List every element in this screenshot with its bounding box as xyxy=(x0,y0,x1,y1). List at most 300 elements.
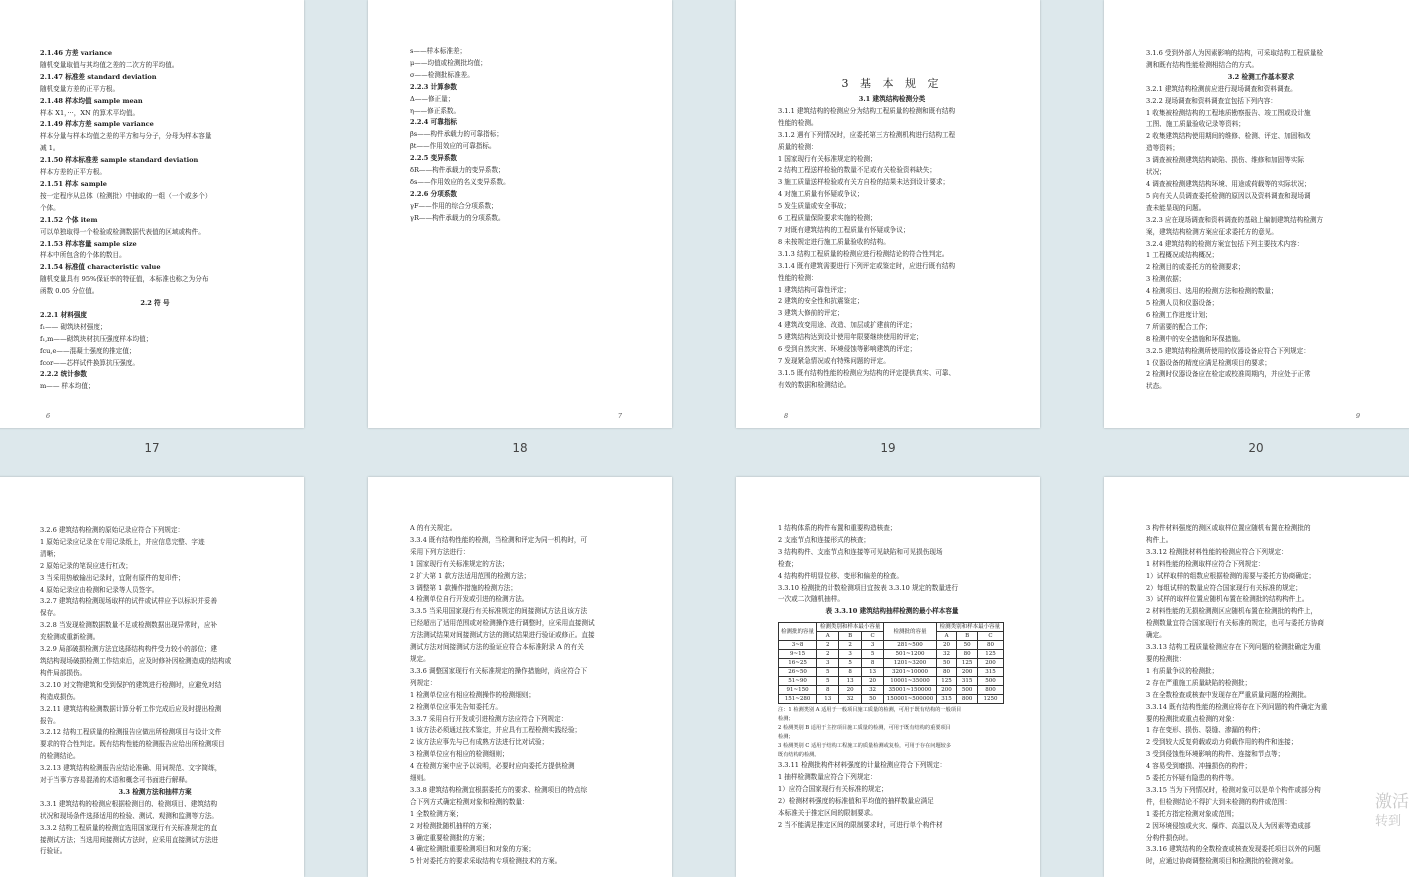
text-line: 6 受到自然灾害、环境侵蚀等影响建筑的评定； xyxy=(778,345,917,354)
text-line: 2 原始记录的笔误应进行杠改； xyxy=(40,561,133,570)
text-line: 2 检测时仪器设备应在检定或校准周期内，并应处于正常 xyxy=(1146,370,1311,379)
text-line: 7 对既有建筑结构的工程质量有怀疑或争议； xyxy=(778,225,910,234)
table-cell: 3 xyxy=(839,650,861,659)
table-cell: 151~280 xyxy=(779,695,817,704)
table-cell: 500 xyxy=(977,677,1003,686)
text-line: 4 结构构件明显位移、变形和偏差的检查。 xyxy=(778,571,903,580)
table-cell: 91~150 xyxy=(779,686,817,695)
text-line: 4 建筑改变用途、改造、加层或扩建前的评定； xyxy=(778,321,917,330)
text-line: 3.2.11 建筑结构检测数据计算分析工作完成后应及时提出检测 xyxy=(40,704,222,713)
text-line: μ——均值或检测批均值； xyxy=(410,58,487,67)
text-line: 状况； xyxy=(1146,168,1166,177)
text-line: 3.3.13 结构工程质量检测应存在下列问题的检测批确定为重 xyxy=(1146,643,1321,652)
chapter-title: 3 基 本 规 定 xyxy=(841,77,943,90)
text-line: 3.1.2 遇有下列情况时，应委托第三方检测机构进行结构工程 xyxy=(778,130,956,139)
text-line: 检测数量宜符合国家现行有关标准的规定，也可与委托方协商 xyxy=(1146,619,1325,628)
table-cell: 9~15 xyxy=(779,650,817,659)
text-line: 3.1.5 既有结构性能的检测应为结构的评定提供真实、可靠、 xyxy=(778,368,956,377)
text-line: 已经超出了适用范围或对检测操作进行调整时，应采用直接测试 xyxy=(410,619,595,628)
text-line: 3 调查被检测建筑结构缺陷、损伤、维修和加固等实际 xyxy=(1146,156,1304,165)
text-line: 5 委托方怀疑有隐患的构件等。 xyxy=(1146,774,1239,783)
table-note: 注：1 检测类别 A 适用于一般项目施工质量的检测，可用于既有结构的一般项目 xyxy=(778,707,962,714)
text-line: 2.2.5 变异系数 xyxy=(410,154,458,163)
table-cell: 125 xyxy=(936,677,957,686)
table-cell: 35001~150000 xyxy=(884,686,936,695)
text-line: 3.3.1 建筑结构的检测应根据检测目的、检测项目、建筑结构 xyxy=(40,799,218,808)
text-line: βt——作用效应的可靠指标。 xyxy=(410,142,496,151)
text-line: 3.2.13 建筑结构检测报告应结论准确、用词规范、文字简练， xyxy=(40,764,222,773)
text-line: 构造成损伤。 xyxy=(40,692,80,701)
text-line: 行验证。 xyxy=(40,847,67,856)
text-line: 2 建筑的安全性和抗震鉴定； xyxy=(778,297,864,306)
page-text xyxy=(778,74,1006,392)
text-line: 3.2.4 建筑结构的检测方案宜包括下列主要技术内容： xyxy=(1146,239,1304,248)
table-note: 2 检测类别 B 适用于主控项目施工质量的检测，可用于既有结构的重要项目 xyxy=(778,725,951,732)
text-line: 对于当事方容易混淆的术语和概念可书面进行解释。 xyxy=(40,776,192,785)
text-line: 3 当采用热敏输出记录时，宜附有原件的复印件； xyxy=(40,573,185,582)
table-cell: A xyxy=(817,632,839,641)
section-heading: 3.2 检测工作基本要求 xyxy=(1227,72,1295,81)
text-line: 构件上。 xyxy=(1146,535,1173,544)
table-cell: 8 xyxy=(861,659,883,668)
table-cell: 检测类别和样本最小容量 xyxy=(936,623,1003,632)
text-line: 样本方差的正平方根。 xyxy=(40,168,106,177)
text-line: 3 确定重要检测批的方案； xyxy=(410,833,489,842)
table-cell: C xyxy=(861,632,883,641)
text-line: s——样本标准差； xyxy=(410,47,467,55)
text-line: 分构件损伤时。 xyxy=(1146,833,1193,842)
page-thumbnail[interactable] xyxy=(0,477,304,877)
text-line: 3.2.5 建筑结构检测所使用的仪器设备应符合下列规定： xyxy=(1146,346,1310,355)
text-line: 3.3.10 检测批的计数检测项目宜按表 3.3.10 规定的数量进行 xyxy=(778,583,959,592)
table-cell: 32 xyxy=(839,695,861,704)
text-line: 按一定程序从总体（检测批）中抽取的一组（一个或多个） xyxy=(40,191,212,200)
table-cell: 检测批的容量 xyxy=(884,623,936,641)
text-line: 2.2.2 统计参数 xyxy=(40,370,88,379)
text-line: 2.1.47 标准差 standard deviation xyxy=(40,72,157,81)
text-line: 样本 X1，···，XN 的算术平均值。 xyxy=(40,108,140,117)
text-line: 2.1.51 样本 sample xyxy=(40,179,107,188)
text-line: 2.2.3 计算参数 xyxy=(410,82,458,91)
text-line: 3.2.7 建筑结构检测现场取样的试件或试样应予以标识并妥善 xyxy=(40,597,218,606)
text-line: 3.1.6 受到外部人为因素影响的结构，可采取结构工程质量检 xyxy=(1146,49,1324,57)
text-line: 3 检测依据； xyxy=(1146,275,1186,284)
table-cell: 281~500 xyxy=(884,641,936,650)
text-line: 1 检测单位应有相应检测操作的检测细则； xyxy=(410,690,535,699)
text-line: 3 建筑大修前的评定； xyxy=(778,309,844,318)
text-line: 2 受到较大反复荷载或动力荷载作用的构件和连接； xyxy=(1146,738,1298,747)
text-line: 合下列方式确定检测对象和检测的数量： xyxy=(410,797,529,806)
text-line: 质量的检测： xyxy=(778,142,818,151)
text-line: 4 原始记录应由检测和记录等人员签字。 xyxy=(40,585,159,594)
text-line: 一次或二次随机抽样。 xyxy=(778,595,844,604)
text-line: 3.3.14 既有结构性能的检测应将存在下列问题的构件确定为重 xyxy=(1146,702,1328,711)
text-line: 要的检测批： xyxy=(1146,654,1186,663)
text-line: 4 检测项目、选用的检测方法和检测的数量； xyxy=(1146,287,1278,296)
table-cell: 10001~35000 xyxy=(884,677,936,686)
table-cell: 13 xyxy=(839,677,861,686)
text-line: 5 向有关人员调查委托检测的原因以及资料调查和现场调 xyxy=(1146,191,1311,200)
page-text xyxy=(40,525,270,858)
text-line: 造等资料； xyxy=(1146,144,1179,153)
text-line: m—— 样本均值； xyxy=(40,382,95,391)
text-line: 3.2.10 对文物建筑和受到保护的建筑进行检测时，应避免对结 xyxy=(40,680,222,689)
text-line: 2 支座节点和连接形式的核查； xyxy=(778,535,871,544)
page-number: 7 xyxy=(617,412,622,420)
table-row xyxy=(779,668,1004,677)
text-line: η——修正系数。 xyxy=(410,106,461,115)
text-line: 要求的符合性判定。既有结构性能的检测报告应给出所检测项目 xyxy=(40,740,225,749)
table-cell: 16~25 xyxy=(779,659,817,668)
text-line: 4 调查被检测建筑结构环境、用途或荷载等的实际状况； xyxy=(1146,179,1311,188)
text-line: 1 仪器设备的精度应满足检测项目的要求； xyxy=(1146,358,1271,367)
table-cell: 50 xyxy=(957,641,978,650)
table-cell: 800 xyxy=(977,686,1003,695)
text-line: 4 确定检测批重要检测项目和对象的方案； xyxy=(410,845,535,854)
table-note: 3 检测类别 C 适用于结构工程施工的质量检测或复检，可用于存在问题较多 xyxy=(778,743,952,750)
text-line: 2.1.49 样本方差 sample variance xyxy=(40,120,154,129)
text-line: 个体。 xyxy=(40,203,60,212)
page-text xyxy=(410,523,638,868)
text-line: σ——检测批标准差。 xyxy=(410,70,474,79)
table-cell: 13 xyxy=(861,668,883,677)
text-line: 随机变量具有 95%保证率的特征值，本标准也称之为分布 xyxy=(40,275,209,284)
text-line: 2.2.6 分项系数 xyxy=(410,189,458,198)
text-line: 样本分量与样本均值之差的平方和与分子，分母为样本容量 xyxy=(40,132,212,141)
text-line: 2.1.52 个体 item xyxy=(40,215,98,224)
text-line: 4 在检测方案中应予以说明，必要时应向委托方提供检测 xyxy=(410,762,575,771)
text-line: 1 国家现行有关标准规定的方法； xyxy=(410,559,509,568)
page-text xyxy=(778,523,1006,832)
table-cell: 1201~3200 xyxy=(884,659,936,668)
text-line: 2 存在严重施工质量缺陷的检测批； xyxy=(1146,678,1252,687)
text-line: 方法测试结果对间接测试方法的测试结果进行验证或修正。直接 xyxy=(410,631,595,640)
table-cell: 315 xyxy=(957,677,978,686)
text-line: 3 构件材料强度的测区或取样位置应随机布置在检测批的 xyxy=(1146,524,1311,532)
table-cell: 800 xyxy=(957,695,978,704)
table-cell: 80 xyxy=(977,641,1003,650)
text-line: 2 收集建筑结构使用期间的维修、检测、评定、加固和改 xyxy=(1146,132,1311,141)
table-cell: 50 xyxy=(861,695,883,704)
text-line: 7 所需要的配合工作； xyxy=(1146,322,1212,331)
table-cell: 315 xyxy=(977,668,1003,677)
text-line: 4 对施工质量有怀疑或争议； xyxy=(778,190,864,199)
text-line: 报告。 xyxy=(40,716,60,725)
page-text xyxy=(1146,48,1376,393)
text-line: 3.2.12 结构工程质量的检测报告应做出所检测项目与设计文件 xyxy=(40,728,222,737)
page-thumbnail[interactable] xyxy=(736,477,1040,877)
text-line: 3.3.4 既有结构性能的检测，当检测和评定为同一机构时，可 xyxy=(410,535,588,544)
text-line: 3.2.9 局部破损检测方法宜选择结构构件受力较小的部位；建 xyxy=(40,645,218,654)
table-cell: 150001~500000 xyxy=(884,695,936,704)
table-cell: 500 xyxy=(957,686,978,695)
page-thumbnail[interactable] xyxy=(736,0,1040,428)
text-line: 有效的数据和检测结论。 xyxy=(778,380,851,389)
text-line: 3）试样的取样位置应随机布置在检测批的结构构件上。 xyxy=(1146,595,1309,604)
text-line: 1 材料性能的检测取样应符合下列规定： xyxy=(1146,559,1265,568)
text-line: 筑结构现场破损检测工作结束后，应及时修补因检测造成的结构或 xyxy=(40,656,232,665)
table-cell: 2 xyxy=(817,650,839,659)
page-number: 6 xyxy=(46,412,51,420)
sample-size-table xyxy=(778,622,1004,704)
text-line: 4 容易受到磨损、冲撞损伤的构件； xyxy=(1146,762,1252,771)
text-line: 2 材料性能的无损检测测区应随机布置在检测批的构件上， xyxy=(1146,607,1318,616)
text-line: 8 未按规定进行施工质量验收的结构。 xyxy=(778,237,890,246)
table-cell: 20 xyxy=(861,677,883,686)
text-line: 3.3.7 采用自行开发或引进检测方法应符合下列规定： xyxy=(410,714,568,723)
text-line: 1 委托方指定检测对象或范围； xyxy=(1146,809,1239,818)
table-cell: 3 xyxy=(817,659,839,668)
text-line: 2）检测材料强度的标准值和平均值的抽样数量应满足 xyxy=(778,796,934,805)
text-line: 检查； xyxy=(778,559,798,568)
text-line: 3.2.6 建筑结构检测的原始记录应符合下列规定： xyxy=(40,526,185,534)
page-thumbnail[interactable] xyxy=(368,0,672,428)
text-line: 3.1.3 结构工程质量的检测应进行检测结论的符合性判定。 xyxy=(778,249,949,258)
text-line: 2 该方法应事先与已有成熟方法进行比对试验； xyxy=(410,738,549,747)
text-line: 2 扩大第 1 款方法适用范围的检测方法； xyxy=(410,571,531,580)
page-thumbnail[interactable] xyxy=(368,477,672,877)
section-heading: 3.1 建筑结构检测分类 xyxy=(858,95,926,103)
text-line: 3 检测单位应有相应的检测细则； xyxy=(410,750,509,759)
table-cell: C xyxy=(977,632,1003,641)
text-line: 3.3.6 调整国家现行有关标准规定的操作措施时，尚应符合下 xyxy=(410,666,588,675)
table-cell: 80 xyxy=(957,650,978,659)
text-line: 件，但检测结论不得扩大到未检测的构件或范围： xyxy=(1146,797,1292,806)
text-line: f₁—— 砌筑块材强度； xyxy=(40,322,107,331)
text-line: 3 受到侵蚀性环境影响的构件、连接和节点等； xyxy=(1146,750,1285,759)
table-cell: 32 xyxy=(936,650,957,659)
text-line: 2 检测目的或委托方的检测要求； xyxy=(1146,263,1245,272)
text-line: 细则。 xyxy=(410,774,430,783)
text-line: 2.1.54 标准值 characteristic value xyxy=(40,263,161,272)
page-number: 9 xyxy=(1355,412,1360,420)
table-cell: 检测批的容量 xyxy=(779,623,817,641)
thumbnail-label: 20 xyxy=(1248,441,1264,455)
text-line: 3.3.5 当采用国家现行有关标准规定的间接测试方法且该方法 xyxy=(410,607,588,616)
text-line: f₁,m——砌筑块材抗压强度样本均值； xyxy=(40,334,153,343)
page-thumbnail[interactable] xyxy=(1104,0,1409,428)
text-line: 查未能显现的问题。 xyxy=(1146,203,1206,212)
text-line: 工图、施工质量验收记录等资料； xyxy=(1146,120,1245,129)
text-line: 2 检测单位应事先告知委托方。 xyxy=(410,702,503,711)
table-cell: 200 xyxy=(957,668,978,677)
text-line: 规定。 xyxy=(410,654,430,663)
text-line: 的检测结论。 xyxy=(40,752,80,761)
table-cell: 501~1200 xyxy=(884,650,936,659)
text-line: 减 1。 xyxy=(40,144,60,153)
text-line: δR——构件承载力的变异系数； xyxy=(410,166,505,175)
text-line: 采用下列方法进行： xyxy=(410,547,470,556)
text-line: 保存。 xyxy=(40,609,60,618)
text-line: 随机变量方差的正平方根。 xyxy=(40,84,120,93)
text-line: 随机变量取值与其均值之差的二次方的平均值。 xyxy=(40,60,179,69)
table-cell: 200 xyxy=(936,686,957,695)
table-cell: B xyxy=(839,632,861,641)
table-cell: A xyxy=(936,632,957,641)
text-line: 2 当不能满足推定区间的限制要求时，可进行单个构件材 xyxy=(778,820,943,829)
text-line: A 的有关规定。 xyxy=(410,524,457,532)
text-line: 性能的检测。 xyxy=(778,118,818,127)
table-cell: 315 xyxy=(936,695,957,704)
text-line: 2 对检测批随机抽样的方案； xyxy=(410,821,496,830)
table-cell: 5 xyxy=(839,659,861,668)
text-line: 6 检测工作进度计划； xyxy=(1146,310,1212,319)
table-note: 既有结构的检测。 xyxy=(778,752,820,759)
text-line: 2.1.50 样本标准差 sample standard deviation xyxy=(40,156,199,165)
table-cell: 3~8 xyxy=(779,641,817,650)
table-cell: 200 xyxy=(977,659,1003,668)
text-line: 2 结构工程送样检验的数量不足或有关检验资料缺失； xyxy=(778,166,936,175)
text-line: 1 建筑结构可靠性评定； xyxy=(778,285,851,294)
table-row xyxy=(779,686,1004,695)
table-cell: 26~50 xyxy=(779,668,817,677)
table-cell: B xyxy=(957,632,978,641)
text-line: 3.3.11 检测批构件材料强度的计量检测应符合下列规定： xyxy=(778,761,947,770)
table-cell: 8 xyxy=(817,686,839,695)
text-line: 要的检测批或重点检测的对象： xyxy=(1146,714,1239,723)
text-line: 测和既有结构性能检测相结合的方式。 xyxy=(1146,60,1259,69)
text-line: 充检测或重新检测。 xyxy=(40,633,100,642)
table-note: 检测； xyxy=(778,716,794,723)
text-line: 1 收集被检测结构的工程地质勘察报告、竣工图或设计施 xyxy=(1146,108,1311,117)
text-line: 8 检测中的安全措施和环保措施。 xyxy=(1146,334,1245,343)
page-thumbnail[interactable] xyxy=(0,0,304,428)
text-line: 1 存在变形、损伤、裂缝、渗漏的构件； xyxy=(1146,726,1265,735)
text-line: 2.2.1 材料强度 xyxy=(40,310,88,319)
text-line: 5 建筑结构达到设计使用年限要继续使用的评定； xyxy=(778,333,923,342)
text-line: 1 原始记录应记录在专用记录纸上，并应信息完整、字迹 xyxy=(40,537,205,546)
text-line: fcor——芯样试件换算抗压强度。 xyxy=(40,358,139,367)
text-line: 3 调整第 1 款操作措施的检测方法； xyxy=(410,583,517,592)
text-line: 2.1.48 样本均值 sample mean xyxy=(40,96,143,105)
text-line: 清晰； xyxy=(40,549,60,558)
table-row xyxy=(779,650,1004,659)
activation-watermark xyxy=(1375,792,1409,832)
text-line: fcu,e——混凝土强度的推定值； xyxy=(40,346,136,355)
table-cell: 51~90 xyxy=(779,677,817,686)
text-line: 3 在全数检查或核查中发现存在严重质量问题的检测批。 xyxy=(1146,690,1311,699)
text-line: 3 施工质量送样检验或有关方自检的结果未达到设计要求； xyxy=(778,178,950,187)
text-line: 样本中所包含的个体的数目。 xyxy=(40,251,126,260)
table-cell: 32 xyxy=(861,686,883,695)
text-line: 5 针对委托方的要求采取结构专项检测技术的方案。 xyxy=(410,857,562,866)
text-line: 1 抽样检测数量应符合下列规定： xyxy=(778,773,877,782)
table-row xyxy=(779,695,1004,704)
watermark-line: 激活 xyxy=(1375,792,1409,812)
text-line: βs——构件承载力的可靠指标； xyxy=(410,130,503,139)
text-line: 3.3.12 检测批材料性能的检测应符合下列规定： xyxy=(1146,547,1288,556)
page-thumbnail[interactable] xyxy=(1104,477,1409,877)
text-line: 测试方法对间接测试方法的验证应符合本标准附录 A 的有关 xyxy=(410,643,584,652)
text-line: 列规定： xyxy=(410,678,437,687)
text-line: 接测试方法；当选用间接测试方法时，应采用直接测试方法进 xyxy=(40,835,219,844)
text-line: 1 有质量争议的检测批； xyxy=(1146,666,1219,675)
table-cell: 5 xyxy=(817,677,839,686)
text-line: 3.3.16 建筑结构的全数检查或核查发现委托项目以外的问题 xyxy=(1146,845,1321,854)
table-cell: 125 xyxy=(957,659,978,668)
table-cell: 检测类别和样本最小容量 xyxy=(817,623,884,632)
table-cell: 3201~10000 xyxy=(884,668,936,677)
section-heading: 2.2 符 号 xyxy=(140,299,170,308)
table-cell: 2 xyxy=(839,641,861,650)
table-row xyxy=(779,641,1004,650)
text-line: 3.3.8 建筑结构检测宜根据委托方的要求、检测项目的特点综 xyxy=(410,785,588,794)
text-line: 本标准关于推定区间的限制要求。 xyxy=(778,808,877,817)
text-line: 2.1.46 方差 variance xyxy=(40,49,113,57)
text-line: γR——构件承载力的分项系数。 xyxy=(410,213,505,222)
text-line: 1 工程概况或结构概况； xyxy=(1146,251,1219,260)
thumbnail-label: 18 xyxy=(512,441,528,455)
table-cell: 125 xyxy=(977,650,1003,659)
table-cell: 20 xyxy=(839,686,861,695)
text-line: 1 国家现行有关标准规定的检测； xyxy=(778,154,877,163)
text-line: Δ——修正量； xyxy=(410,94,455,103)
table-cell: 5 xyxy=(861,650,883,659)
text-line: 3.2.1 建筑结构检测前应进行现场调查和资料调查。 xyxy=(1146,84,1297,93)
page-text xyxy=(1146,523,1376,868)
text-line: 案，建筑结构检测方案应征求委托方的意见。 xyxy=(1146,227,1278,236)
text-line: 7 发现紧急情况或有特殊问题的评定。 xyxy=(778,356,890,365)
text-line: 4 检测单位自行开发或引进的检测方法。 xyxy=(410,595,529,604)
table-cell: 2 xyxy=(817,641,839,650)
table-cell: 3 xyxy=(861,641,883,650)
text-line: 2 因环境侵蚀或火灾、爆炸、高温以及人为因素等造成部 xyxy=(1146,821,1311,830)
section-heading: 表 3.3.10 建筑结构抽样检测的最小样本容量 xyxy=(825,607,959,616)
text-line: 3.2.2 现场调查和资料调查宜包括下列内容： xyxy=(1146,96,1277,105)
table-cell: 1250 xyxy=(977,695,1003,704)
page-number: 8 xyxy=(784,412,789,420)
text-line: 1）试样取样的组数应根据检测的需要与委托方协商确定； xyxy=(1146,571,1316,580)
text-line: 2.2.4 可靠指标 xyxy=(410,118,458,127)
text-line: 时，应通过协商调整检测项目和检测批的检测对象。 xyxy=(1146,857,1298,866)
text-line: 1 该方法必须通过技术鉴定，并应具有工程检测实践经验； xyxy=(410,726,582,735)
text-line: 2）每组试样的数量应符合国家现行有关标准的规定； xyxy=(1146,583,1302,592)
text-line: 状态。 xyxy=(1146,382,1166,391)
text-line: 3.2.8 当发现检测数据数量不足或检测数据出现异常时，应补 xyxy=(40,621,218,630)
section-heading: 3.3 检测方法和抽样方案 xyxy=(118,787,192,796)
thumbnail-label: 19 xyxy=(880,441,896,455)
text-line: 可以单独取得一个检验或检测数据代表值的区域或构件。 xyxy=(40,227,205,236)
text-line: 3.3.2 结构工程质量的检测宜选用国家现行有关标准规定的直 xyxy=(40,823,218,832)
text-line: 6 工程质量保险要求实施的检测； xyxy=(778,214,877,223)
text-line: δs——作用效应的名义变异系数。 xyxy=(410,177,510,186)
watermark-line: 转到 xyxy=(1375,814,1402,829)
text-line: 5 检测人员和仪器设备； xyxy=(1146,299,1219,308)
text-line: 1）应符合国家现行有关标准的规定； xyxy=(778,785,888,794)
text-line: 1 结构体系的构件布置和重要构造核查； xyxy=(778,524,897,532)
table-cell: 5 xyxy=(817,668,839,677)
text-line: 3.2.3 应在现场调查和资料调查的基础上编制建筑结构检测方 xyxy=(1146,215,1324,224)
text-line: 3 结构构件、支座节点和连接等可见缺陷和可见损伤现场 xyxy=(778,547,943,556)
thumbnail-label: 17 xyxy=(144,441,160,455)
table-cell: 50 xyxy=(936,659,957,668)
text-line: 函数 0.05 分位值。 xyxy=(40,287,99,296)
text-line: 3.1.4 既有建筑需要进行下列评定或鉴定时，应进行既有结构 xyxy=(778,261,956,270)
text-line: 1 全数检测方案； xyxy=(410,809,463,818)
table-note: 检测； xyxy=(778,734,794,741)
table-cell: 8 xyxy=(839,668,861,677)
page-text xyxy=(40,48,270,393)
text-line: 确定。 xyxy=(1146,631,1166,640)
text-line: 3.3.15 当为下列情况时，检测对象可以是单个构件或部分构 xyxy=(1146,785,1321,794)
page-text xyxy=(410,46,638,225)
text-line: 3.1.1 建筑结构的检测应分为结构工程质量的检测和既有结构 xyxy=(778,106,956,115)
text-line: 5 发生质量或安全事故； xyxy=(778,202,851,211)
text-line: 构件局部损伤。 xyxy=(40,668,87,677)
table-row xyxy=(779,659,1004,668)
table-cell: 80 xyxy=(936,668,957,677)
text-line: 2.1.53 样本容量 sample size xyxy=(40,239,137,248)
